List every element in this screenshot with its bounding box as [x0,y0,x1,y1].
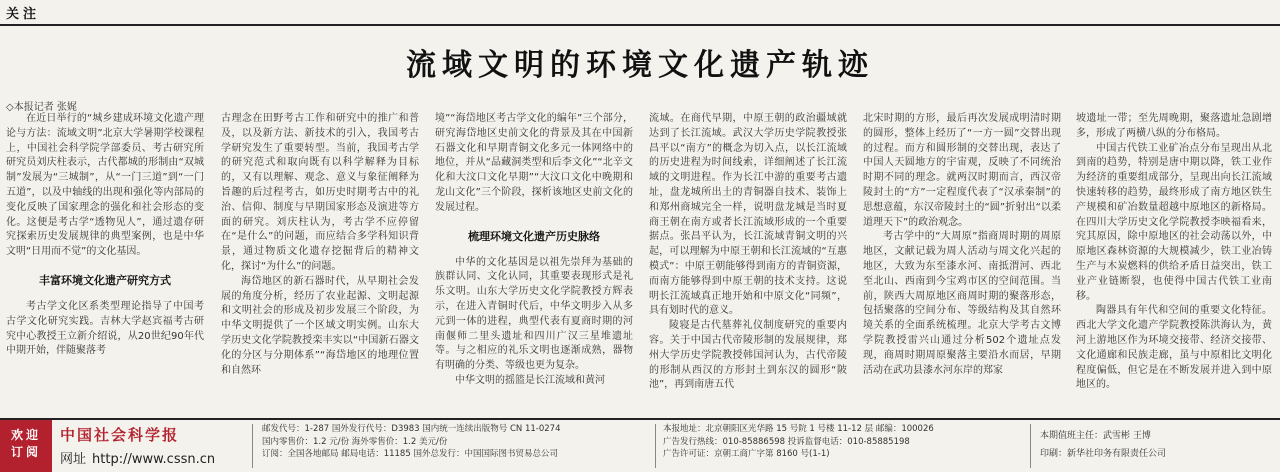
subscribe-badge-line-1: 欢迎 [10,428,41,442]
section-tag: 关注 [6,7,41,22]
contact-info-line: 广告发行热线：010-85886598 投诉监督电话：010-85885198 [663,436,910,447]
article-paragraph: 陵寝是古代墓葬礼仪制度研究的重要内容。关于中国古代帝陵形制的发展规律，郑州大学历史学院教授韩国河认为，古代帝陵的形制从西汉的方形封土到东汉的圆形“陂池”，再到南唐五代 [649,320,847,391]
article-column-2 [221,112,419,416]
footer-divider [1030,424,1031,468]
article-paragraph: 中华的文化基因是以祖先崇拜为基础的族群认同、文化认同，其重要表现形式是礼乐文明。山东大学历史文化学院教授方辉表示，在进入青铜时代后，中华文明步入从多元到一体的进程，典型代表有夏商时期的河南偃师二里头遗址和四川广汉三星堆遗址等。与之相应的礼乐文明也逐渐成熟，器物有明确的分类、等级也更为复杂。 [435,256,633,372]
article-paragraph: 坡遗址一带；至先周晚期，聚落遗址急剧增多，形成了两横八纵的分布格局。 [1076,113,1272,139]
article-paragraph: 流域。在商代早期，中原王朝的政治疆域就达到了长江流域。武汉大学历史学院教授张昌平以“南方”的概念为切入点，以长江流域的历史进程为时间线索，详细阐述了长江流域的文明进程。作为长江中游的重要考古遗址，盘龙城所出土的青铜器自技术、装饰上和郑州商城完全一样，说明盘龙城是当时夏商王朝在南方或者长江流域形成的一个重要据点。张昌平认为，长江流域青铜文明的兴起，可以理解为中原王朝和长江流域的“互惠模式”：中原王朝能够得到南方的青铜资源，而南方能够得到中原王朝的技术支持。这说明长江流域真正地开始和中原文化“同频”，具有划时代的意义。 [649,113,847,317]
subscription-info-line: 国内零售价：1.2 元/份 海外零售价：1.2 美元/份 [262,436,448,447]
top-rule [0,24,1280,26]
subscribe-badge[interactable] [0,420,52,472]
newspaper-name: 中国社会科学报 [60,426,180,444]
editor-info-line: 本期值班主任：武雪彬 王博 [1040,431,1151,441]
footer [0,420,1280,472]
article-byline: ◇本报记者 张娓 [6,102,77,113]
article-paragraph: 北宋时期的方形，最后再次发展成明清时期的圆形，整体上经历了“一方一圆”交替出现的过程。而方和圆形制的交替出现，表达了中国人天圆地方的宇宙观，反映了不同统治时期不同的理念。就两汉时期而言，西汉帝陵封土的“方”一定程度代表了“汉承秦制”的思想意蕴，东汉帝陵封土的“圆”折射出“以柔道理天下”的政治观念。 [863,113,1061,228]
website-line [60,448,215,467]
contact-info-line: 广告许可证：京朝工商广字第 8160 号(1-1) [663,449,830,459]
article-column-3 [435,112,633,416]
website-label: 网址 [60,452,87,467]
article-paragraph: 境”“海岱地区考古学文化的编年”三个部分，研究海岱地区史前文化的背景及其在中国新石器文化和早期青铜文化多元一体网络中的地位，并从“品藏洞类型和后李文化”“北辛文化和大汶口文化早期”“大汶口文化中晚期和龙山文化”三个阶段，探析该地区史前文化的发展过程。 [435,113,633,213]
article-paragraph: 陶器具有年代和空间的重要文化特征。西北大学文化遗产学院教授陈洪海认为，黄河上游地区作为环境交接带、经济交接带、文化通廊和民族走廊，虽与中原相比文明化程度偏低，但它是在不断发展并进入到中原地区的。 [1076,305,1272,391]
subscribe-badge-line-2: 订阅 [10,445,41,459]
contact-info [663,423,934,461]
subscription-info [262,423,561,461]
article-paragraph: 在近日举行的“城乡建成环境文化遗产理论与方法：流域文明”北京大学暑期学校课程上，中国社会科学院学部委员、考古研究所研究员刘庆柱表示，古代都城的形制由“双城制”发展为“三城制”，从“一门三道”到“一门五道”，以及中轴线的出现和强化等内部局的变化反映了国家理念的强化和社会形态的变化。这便是考古学“透物见人”，通过遗存研究探索历史发展规律的典型案例，也是中华文明“日用而不觉”的文化基因。 [6,113,204,258]
editor-info-line: 印刷：新华社印务有限责任公司 [1040,449,1167,459]
editor-info [1040,427,1166,463]
section-heading: 梳理环境文化遗产历史脉络 [468,229,600,243]
article-column-4 [649,112,847,416]
website-link[interactable]: http://www.cssn.cn [92,452,216,467]
article-column-6 [1076,112,1272,416]
article-column-5 [863,112,1061,416]
contact-info-line: 本报地址：北京朝阳区光华路 15 号院 1 号楼 11-12 层 邮编：100026 [663,424,934,434]
section-heading: 丰富环境文化遗产研究方式 [39,273,171,287]
subscription-info-line: 订阅：全国各地邮局 邮局电话：11185 国外总发行：中国国际图书贸易总公司 [262,449,558,459]
article-paragraph: 海岱地区的新石器时代，从早期社会发展的角度分析，经历了农业起源、文明起源和文明社会的形成及初步发展三个阶段，为中华文明提供了一个区域文明实例。山东大学历史文化学院教授栾丰实以“中国新石器文化的分区与分期体系”“海岱地区的地理位置和自然环 [221,275,419,376]
article-column-1 [6,112,204,416]
article-paragraph: 中国古代铁工业矿冶点分布呈现出从北到南的趋势，特别是唐中期以降，铁工业作为经济的重要组成部分，呈现出向长江流域快速转移的趋势，最终形成了南方地区铁生产规模和矿冶数量超越中原地区的新格局。在四川大学历史文化学院教授李映福看来，究其原因，除中原地区的社会动荡以外，中原地区森林资源的大规模减少，铁工业冶铸生产与木炭燃料的供给矛盾日益突出，铁工业产业链断裂，也使得中国古代铁工业南移。 [1076,142,1272,302]
subscription-info-line: 邮发代号：1-287 国外发行代号：D3983 国内统一连续出版物号 CN 11-0274 [262,424,561,434]
article-paragraph: 考古学中的“大周原”指商周时期的周原地区，文献记载为周人活动与周文化兴起的地区，大致为东至漆水河、南抵渭河、西北至北山、西南到今宝鸡市区的空间范围。当前，陕西大周原地区商周时期的聚落形态，包括聚落的空间分布、等级结构及其自然环境关系的全面系统梳理。北京大学考古文博学院教授雷兴山通过分析502个遗址点发现，商周时期周原聚落主要沿水而居，早期活动在武功县漆水河东岸的郑家 [863,231,1061,376]
article-paragraph: 中华文明的摇篮是长江流域和黄河 [455,374,605,386]
footer-divider [252,424,253,468]
footer-divider [655,424,656,468]
article-paragraph: 考古学文化区系类型理论指导了中国考古学文化研究实践。吉林大学赵宾福考古研究中心教授王立新介绍说，从20世纪90年代中期开始，伴随聚落考 [6,300,204,357]
article-headline: 流域文明的环境文化遗产轨迹 [406,48,874,83]
article-paragraph: 古理念在田野考古工作和研究中的推广和普及，以及新方法、新技术的引入，我国考古学研究发生了重要转型。当前，我国考古学的研究范式和取向既有以科学解释为目标的，又有以理解、观念、意义与象征阐释为旨趣的后过程考古，如历史时期考古中的礼治、信仰、制度与早期国家形态及演进等方面的研究。刘庆柱认为，考古学不应停留在“是什么”的问题，而应结合多学科知识背景，通过物质文化遗存挖掘背后的精神文化，探讨“为什么”的问题。 [221,113,419,272]
